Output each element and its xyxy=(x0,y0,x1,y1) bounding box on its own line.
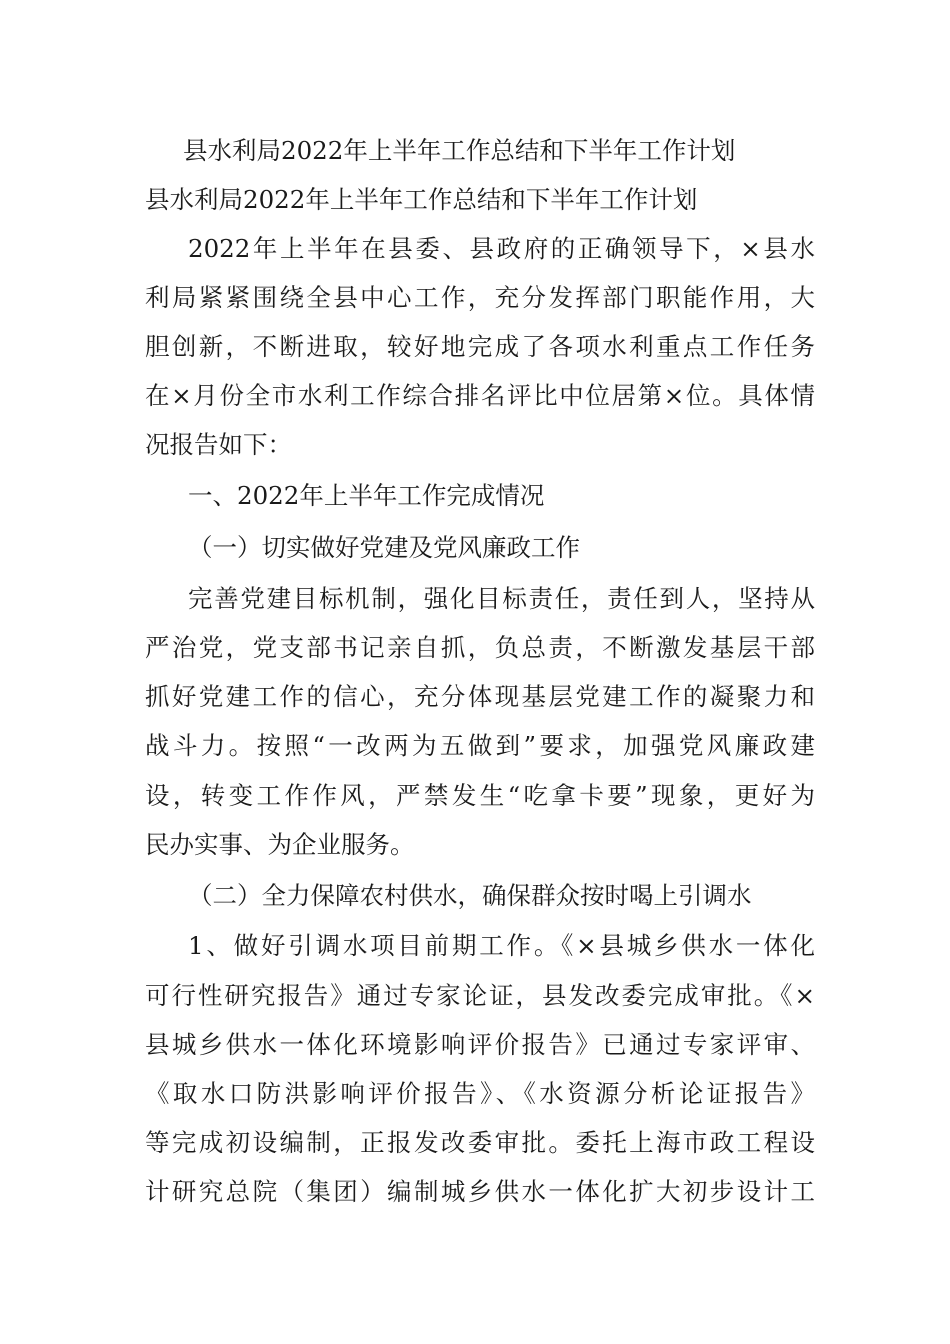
paragraph-line: 计研究总院（集团）编制城乡供水一体化扩大初步设计工 xyxy=(145,1177,815,1206)
paragraph-line: 抓好党建工作的信心，充分体现基层党建工作的凝聚力和 xyxy=(145,682,815,711)
paragraph-line: 等完成初设编制，正报发改委审批。委托上海市政工程设 xyxy=(145,1128,815,1157)
paragraph-line: 利局紧紧围绕全县中心工作，充分发挥部门职能作用，大 xyxy=(145,283,815,312)
paragraph-line: 完善党建目标机制，强化目标责任，责任到人，坚持从 xyxy=(188,584,815,613)
paragraph-line: 《取水口防洪影响评价报告》、《水资源分析论证报告》 xyxy=(145,1079,815,1108)
paragraph-line: 1、做好引调水项目前期工作。《×县城乡供水一体化 xyxy=(188,931,815,960)
subsection-heading: （一）切实做好党建及党风廉政工作 xyxy=(188,533,580,562)
section-heading: 一、2022年上半年工作完成情况 xyxy=(188,481,545,510)
paragraph-line: 在×月份全市水利工作综合排名评比中位居第×位。具体情 xyxy=(145,381,815,410)
paragraph-line: 胆创新，不断进取，较好地完成了各项水利重点工作任务 xyxy=(145,332,815,361)
paragraph-line: 况报告如下： xyxy=(145,430,292,459)
paragraph-line: 严治党，党支部书记亲自抓，负总责，不断激发基层干部 xyxy=(145,633,815,662)
paragraph-line: 战斗力。按照“一改两为五做到”要求，加强党风廉政建 xyxy=(145,731,815,760)
subsection-heading: （二）全力保障农村供水，确保群众按时喝上引调水 xyxy=(188,881,752,910)
paragraph-line: 设，转变工作作风，严禁发生“吃拿卡要”现象，更好为 xyxy=(145,781,815,810)
paragraph-line: 民办实事、为企业服务。 xyxy=(145,830,415,859)
document-subtitle: 县水利局2022年上半年工作总结和下半年工作计划 xyxy=(145,185,698,214)
paragraph-line: 可行性研究报告》通过专家论证，县发改委完成审批。《× xyxy=(145,981,815,1010)
document-title: 县水利局2022年上半年工作总结和下半年工作计划 xyxy=(183,136,736,165)
paragraph-line: 县城乡供水一体化环境影响评价报告》已通过专家评审、 xyxy=(145,1030,815,1059)
paragraph-line: 2022年上半年在县委、县政府的正确领导下，×县水 xyxy=(188,234,815,263)
